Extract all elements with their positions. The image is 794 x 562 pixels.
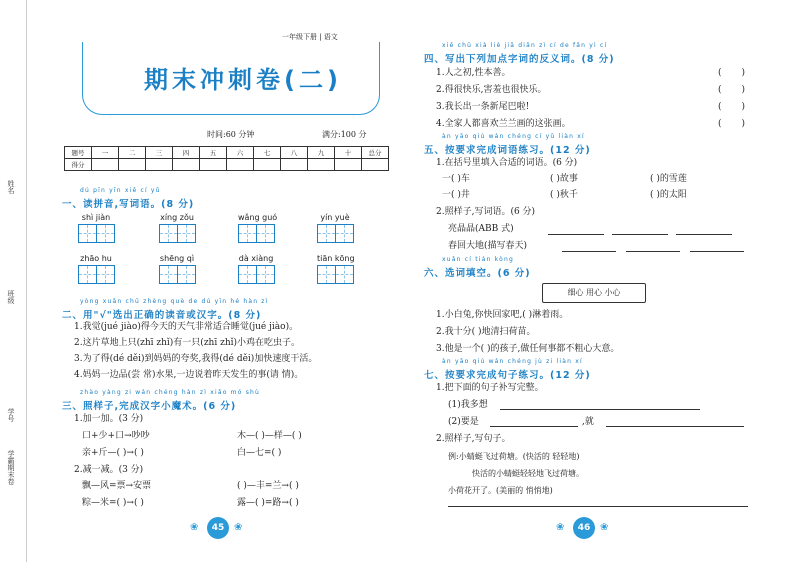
score-cell: 二 xyxy=(119,147,146,159)
page-title: 期末冲刺卷(二) xyxy=(144,66,342,94)
score-cell: 六 xyxy=(227,147,254,159)
word-grid-2 xyxy=(159,213,195,247)
right-page xyxy=(420,0,780,562)
example-answer: 快活的小蜻蜓轻轻地飞过荷塘。 xyxy=(472,469,584,478)
word-grid-6 xyxy=(159,254,195,288)
magic-item-6: ( )—丰=兰→( ) xyxy=(237,481,299,491)
page-number-right: 46 xyxy=(573,517,595,539)
example-abb: 亮晶晶(ABB 式) xyxy=(448,224,514,234)
pinyin-prompt: yín yuè xyxy=(320,213,350,222)
word-grid-4 xyxy=(317,213,353,247)
section1-pinyin: dú pīn yīn xiě cí yǔ xyxy=(80,187,161,194)
answer-line[interactable] xyxy=(500,409,700,410)
pinyin-prompt: shì jiàn xyxy=(81,213,111,222)
score-cell: 一 xyxy=(92,147,119,159)
magic-item-2: 木—( )—样—( ) xyxy=(237,431,302,441)
pinyin-prompt: xíng zǒu xyxy=(160,213,194,222)
section2-pinyin: yòng xuǎn chū zhèng què de dú yīn hé hàn zì xyxy=(80,298,269,305)
score-entry[interactable] xyxy=(173,159,200,171)
section7-sub1: 1.把下面的句子补写完整。 xyxy=(436,383,544,393)
complete-sentence-2b: ,就 xyxy=(582,417,594,427)
magic-item-8: 露—( )=路→( ) xyxy=(237,498,299,508)
score-cell: 得分 xyxy=(65,159,92,171)
word-bank: 细心 用心 小心 xyxy=(542,283,646,303)
fill-word-2: ( )故事 xyxy=(550,174,578,184)
score-cell: 八 xyxy=(281,147,308,159)
grade-label: 一年级下册 | 语文 xyxy=(282,33,338,41)
writing-box[interactable] xyxy=(256,224,275,243)
magic-item-3: 亲+斤—( )→( ) xyxy=(82,448,144,458)
score-table xyxy=(64,146,389,171)
magic-item-7: 粽—米=( )→( ) xyxy=(82,498,144,508)
answer-line[interactable] xyxy=(490,426,578,427)
score-cell: 十 xyxy=(335,147,362,159)
score-table-score-row xyxy=(65,159,389,171)
score-entry[interactable] xyxy=(254,159,281,171)
section6-line-2: 2.我十分( )地清扫荷苗。 xyxy=(436,327,536,337)
pinyin-prompt: dà xiàng xyxy=(238,254,274,263)
section3-title: 三、照样子,完成汉字小魔术。(6 分) xyxy=(62,401,237,412)
writing-box[interactable] xyxy=(335,265,354,284)
section6-pinyin: xuǎn cí tián kòng xyxy=(442,256,514,263)
section4-line-3: 3.我长出一条新尾巴啦! xyxy=(436,102,530,112)
pinyin-prompt: wǎng guó xyxy=(238,213,278,222)
writing-box[interactable] xyxy=(317,224,336,243)
answer-line[interactable] xyxy=(548,234,604,235)
score-cell: 题号 xyxy=(65,147,92,159)
section4-line-2: 2.得很快乐,害羞也很快乐。 xyxy=(436,85,547,95)
section2-line-2: 2.这片草地上只(zhī zhǐ)有一只(zhī zhǐ)小鸡在吃虫子。 xyxy=(74,338,301,348)
answer-paren[interactable]: ( ) xyxy=(718,119,746,129)
section3-sub1: 1.加一加。(3 分) xyxy=(74,414,144,424)
side-label-class: 班级 xyxy=(7,290,15,304)
score-entry[interactable] xyxy=(362,159,389,171)
section4-line-1: 1.人之初,性本善。 xyxy=(436,68,511,78)
answer-paren[interactable]: ( ) xyxy=(718,68,746,78)
section3-sub2: 2.减一减。(3 分) xyxy=(74,465,144,475)
left-page xyxy=(52,0,392,562)
binding-strip xyxy=(0,0,27,562)
answer-line[interactable] xyxy=(612,234,668,235)
section3-pinyin: zhào yàng zi wán chéng hàn zì xiǎo mó shù xyxy=(80,389,261,396)
writing-box[interactable] xyxy=(78,265,97,284)
magic-item-4: 白—七=( ) xyxy=(237,448,282,458)
leaf-icon: ❀ xyxy=(556,522,565,533)
writing-box[interactable] xyxy=(177,265,196,284)
leaf-icon: ❀ xyxy=(234,522,243,533)
section7-title: 七、按要求完成句子练习。(12 分) xyxy=(424,370,591,381)
section5-sub1: 1.在括号里填入合适的词语。(6 分) xyxy=(436,158,578,168)
time-label: 时间:60 分钟 xyxy=(207,130,255,139)
pinyin-prompt: zhāo hu xyxy=(80,254,112,263)
score-cell: 五 xyxy=(200,147,227,159)
side-label-number: 学号 xyxy=(7,408,15,422)
score-cell: 四 xyxy=(173,147,200,159)
score-cell: 总分 xyxy=(362,147,389,159)
section1-title: 一、读拼音,写词语。(8 分) xyxy=(62,199,195,210)
writing-box[interactable] xyxy=(78,224,97,243)
word-grid-1 xyxy=(78,213,114,247)
fill-word-5: ( )秋千 xyxy=(550,190,578,200)
answer-paren[interactable]: ( ) xyxy=(718,102,746,112)
fill-word-6: ( )的太阳 xyxy=(650,190,687,200)
word-grid-7 xyxy=(238,254,274,288)
section2-title: 二、用"√"选出正确的读音或汉字。(8 分) xyxy=(62,310,262,321)
section2-line-1: 1.我觉(jué jiào)得今天的天气非常适合睡觉(jué jiào)。 xyxy=(74,322,299,332)
pinyin-prompt: shēng qì xyxy=(159,254,195,263)
magic-item-1: 口+少+口→吵吵 xyxy=(82,431,150,441)
section4-pinyin: xiě chū xià liè jiā diǎn zì cí de fǎn yì cí xyxy=(442,42,608,49)
score-cell: 三 xyxy=(146,147,173,159)
section2-line-3: 3.为了得(dé děi)到妈妈的夸奖,我得(dé děi)加快速度干活。 xyxy=(74,354,318,364)
word-grid-5 xyxy=(78,254,114,288)
section2-line-4: 4.妈妈一边品(尝 常)水果,一边说着昨天发生的事(请 情)。 xyxy=(74,370,304,380)
score-table-header-row xyxy=(65,147,389,159)
section6-line-1: 1.小白兔,你快回家吧,( )淋着雨。 xyxy=(436,310,569,320)
answer-line[interactable] xyxy=(562,251,616,252)
section6-title: 六、选词填空。(6 分) xyxy=(424,268,531,279)
example-sentence: 例:小蜻蜓飞过荷塘。(快活的 轻轻地) xyxy=(448,452,580,461)
writing-box[interactable] xyxy=(159,224,178,243)
writing-box[interactable] xyxy=(335,224,354,243)
section4-title: 四、写出下列加点字词的反义词。(8 分) xyxy=(424,54,615,65)
answer-line[interactable] xyxy=(676,234,732,235)
fill-word-3: ( )的雪莲 xyxy=(650,174,687,184)
writing-box[interactable] xyxy=(238,265,257,284)
example-spring: 春回大地(描写春天) xyxy=(448,241,528,251)
writing-box[interactable] xyxy=(96,224,115,243)
writing-box[interactable] xyxy=(96,265,115,284)
writing-box[interactable] xyxy=(256,265,275,284)
side-label-brand: 学霸期末卷 xyxy=(7,450,15,485)
section5-title: 五、按要求完成词语练习。(12 分) xyxy=(424,145,591,156)
score-entry[interactable] xyxy=(281,159,308,171)
complete-sentence-1: (1)我多想 xyxy=(448,400,488,410)
practice-sentence: 小荷花开了。(美丽的 悄悄地) xyxy=(448,486,553,495)
answer-line[interactable] xyxy=(626,251,680,252)
fill-word-4: 一( )井 xyxy=(442,190,470,200)
score-entry[interactable] xyxy=(146,159,173,171)
score-cell: 七 xyxy=(254,147,281,159)
section7-pinyin: àn yāo qiú wán chéng jù zi liàn xí xyxy=(442,358,583,365)
fill-word-1: 一( )车 xyxy=(442,174,470,184)
full-score-label: 满分:100 分 xyxy=(322,130,367,139)
word-grid-8 xyxy=(317,254,355,288)
leaf-icon: ❀ xyxy=(600,522,609,533)
writing-box[interactable] xyxy=(177,224,196,243)
side-label-name: 姓名 xyxy=(7,180,15,194)
answer-line[interactable] xyxy=(606,426,744,427)
score-entry[interactable] xyxy=(92,159,119,171)
section4-line-4: 4.全家人都喜欢兰兰画的这张画。 xyxy=(436,119,571,129)
leaf-icon: ❀ xyxy=(190,522,199,533)
answer-paren[interactable]: ( ) xyxy=(718,85,746,95)
answer-line[interactable] xyxy=(690,251,744,252)
section6-line-3: 3.他是一个( )的孩子,做任何事都不粗心大意。 xyxy=(436,344,620,354)
writing-box[interactable] xyxy=(238,224,257,243)
writing-box[interactable] xyxy=(317,265,336,284)
answer-line[interactable] xyxy=(448,506,748,507)
page-number-left: 45 xyxy=(207,517,229,539)
section5-pinyin: àn yāo qiú wán chéng cí yǔ liàn xí xyxy=(442,133,585,140)
score-cell: 九 xyxy=(308,147,335,159)
score-entry[interactable] xyxy=(335,159,362,171)
section5-sub2: 2.照样子,写词语。(6 分) xyxy=(436,207,536,217)
word-grid-3 xyxy=(238,213,277,247)
pinyin-prompt: tiān kōng xyxy=(317,254,355,263)
title-banner xyxy=(82,42,380,115)
score-entry[interactable] xyxy=(119,159,146,171)
score-entry[interactable] xyxy=(308,159,335,171)
score-entry[interactable] xyxy=(200,159,227,171)
magic-item-5: 飘—风=票→安票 xyxy=(82,481,152,491)
complete-sentence-2: (2)要是 xyxy=(448,417,479,427)
score-entry[interactable] xyxy=(227,159,254,171)
writing-box[interactable] xyxy=(159,265,178,284)
section7-sub2: 2.照样子,写句子。 xyxy=(436,434,511,444)
